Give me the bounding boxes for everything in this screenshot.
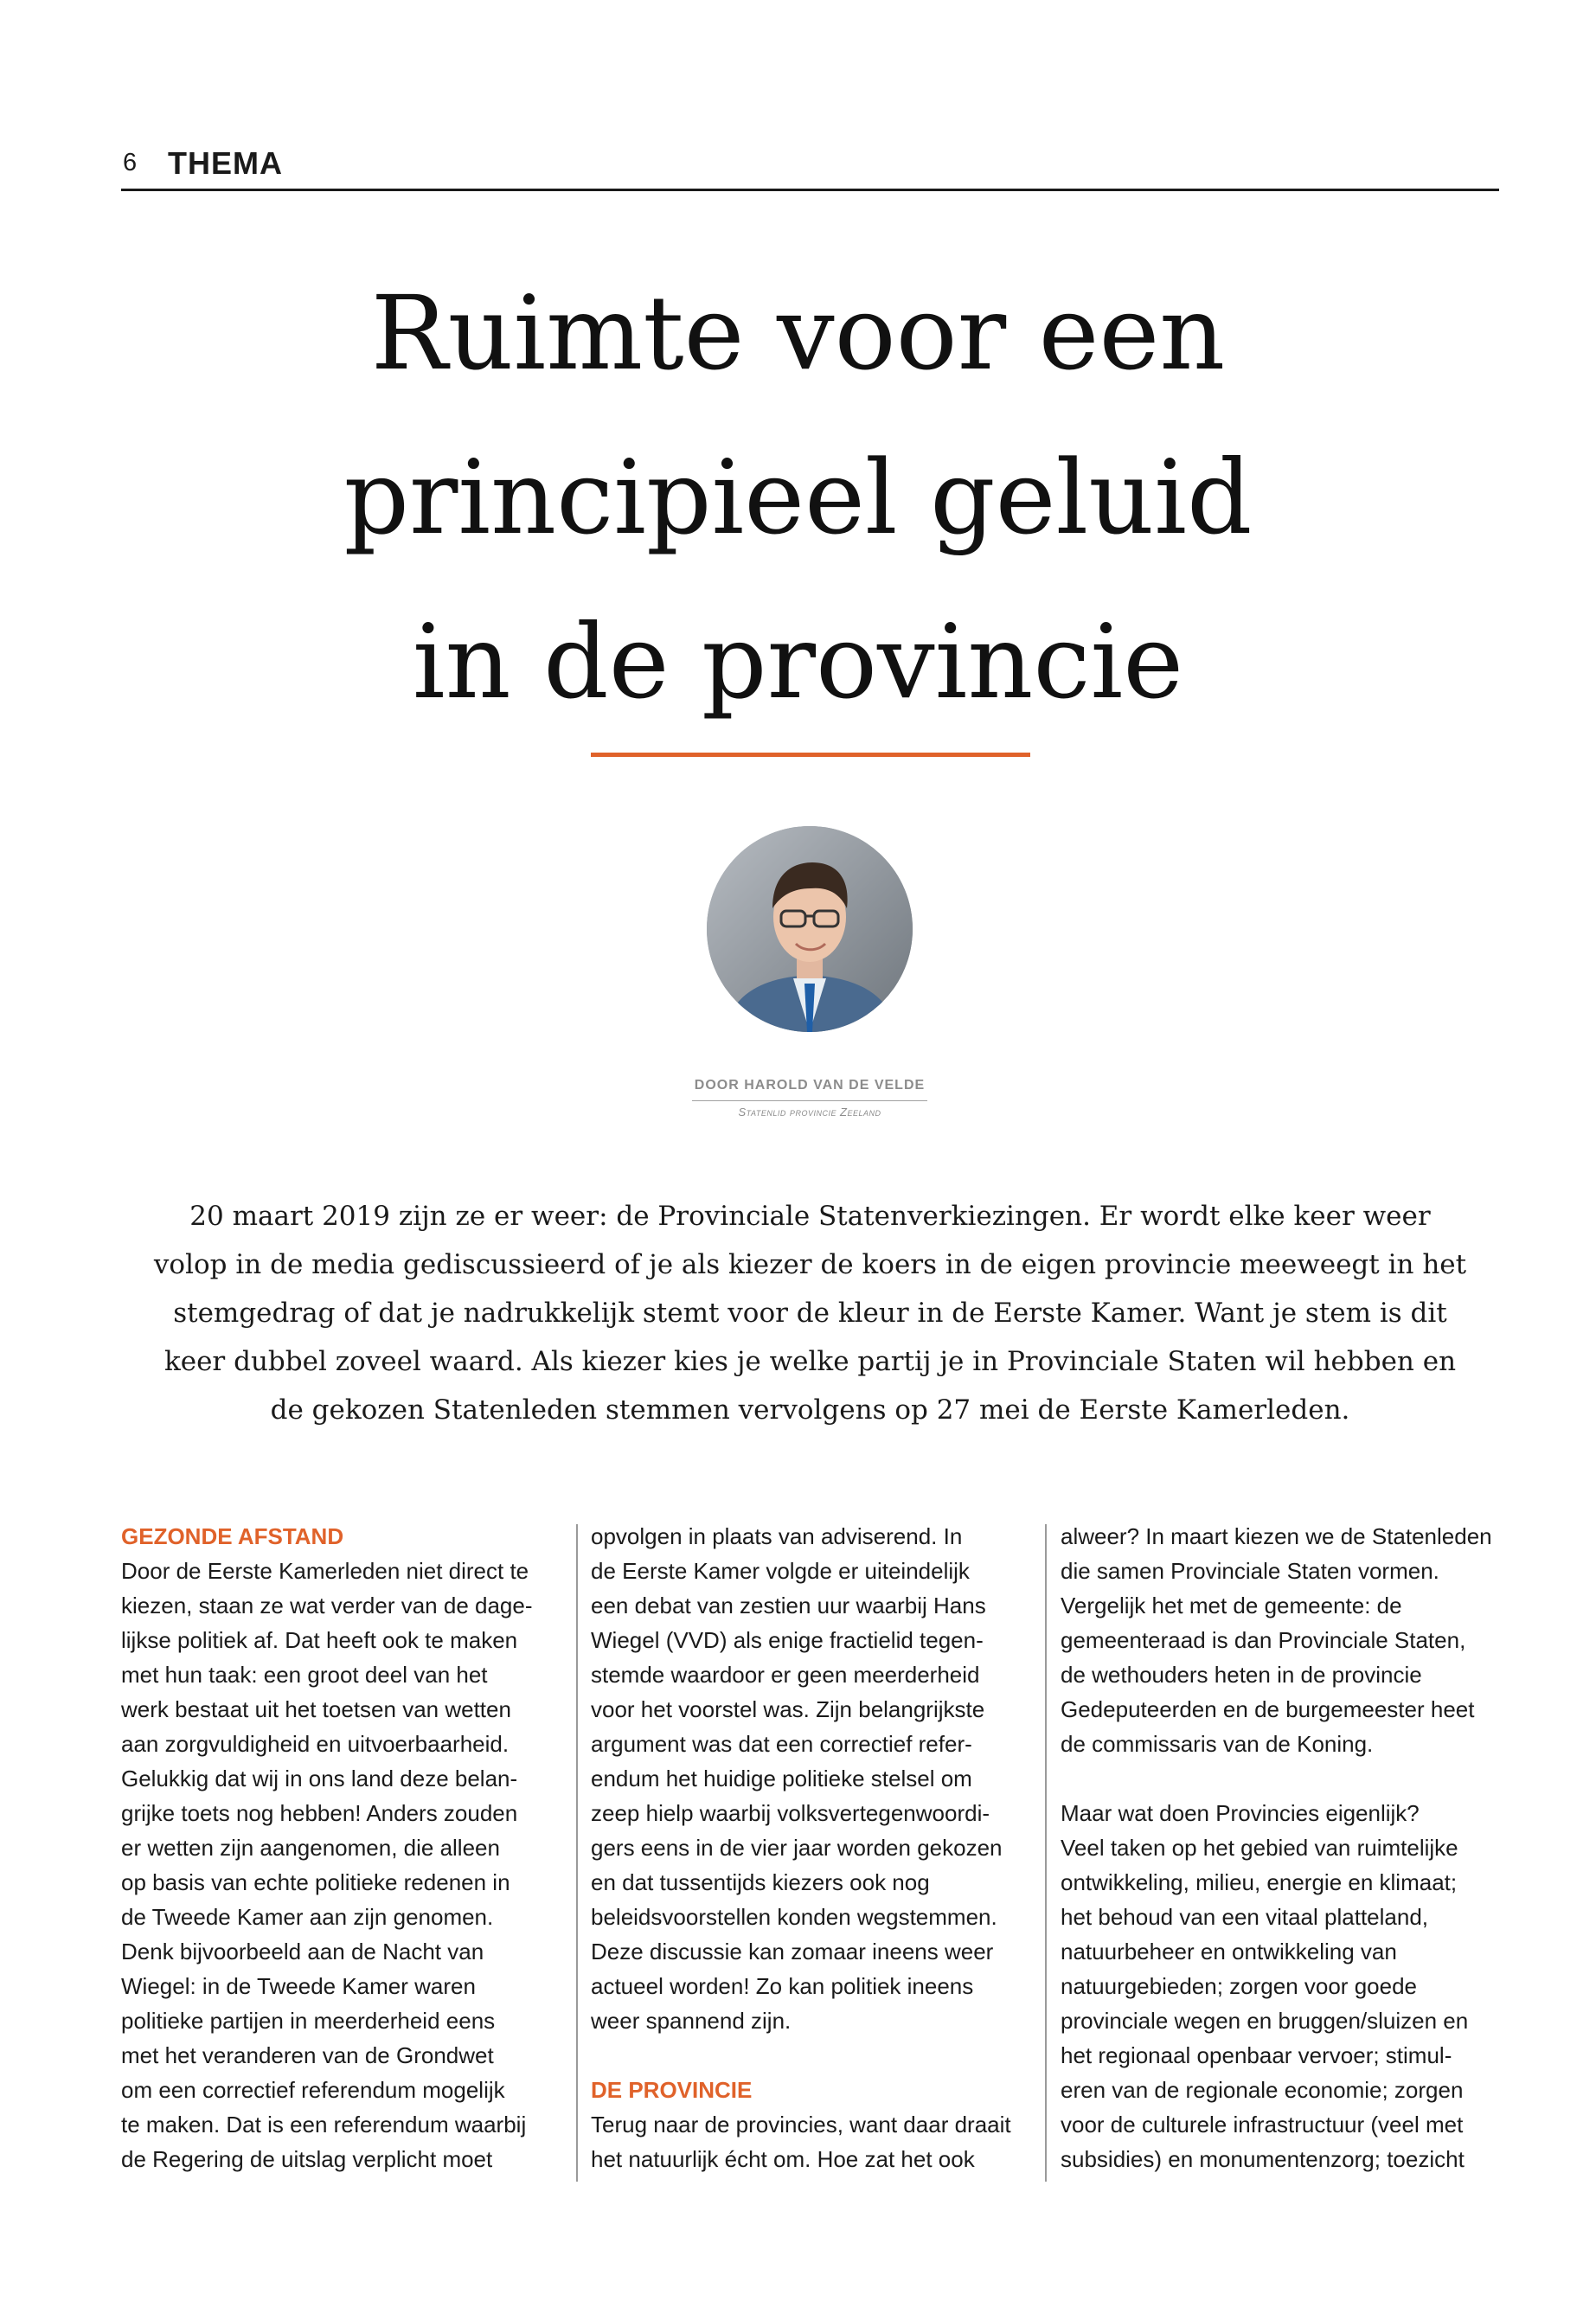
subhead-gezonde-afstand: GEZONDE AFSTAND bbox=[121, 1523, 344, 1549]
body-line: Gedeputeerden en de burgemeester heet bbox=[1061, 1696, 1475, 1722]
body-line: zeep hielp waarbij volksvertegenwoordi- bbox=[591, 1800, 990, 1826]
article-title bbox=[208, 251, 1388, 744]
body-line: Vergelijk het met de gemeente: de bbox=[1061, 1593, 1402, 1618]
body-line: Deze discussie kan zomaar ineens weer bbox=[591, 1939, 994, 1965]
body-line: het natuurlijk écht om. Hoe zat het ook bbox=[591, 2146, 975, 2172]
column-divider bbox=[576, 1524, 578, 2182]
lead-line: de gekozen Statenleden stemmen vervolgens op 27 mei de Eerste Kamerleden. bbox=[270, 1394, 1350, 1426]
title-divider bbox=[591, 753, 1030, 757]
body-line: de Regering de uitslag verplicht moet bbox=[121, 2146, 493, 2172]
body-line: lijkse politiek af. Dat heeft ook te maken bbox=[121, 1627, 518, 1653]
body-column-2 bbox=[591, 1519, 1041, 2176]
body-line: het behoud van een vitaal platteland, bbox=[1061, 1904, 1429, 1930]
body-line: die samen Provinciale Staten vormen. bbox=[1061, 1558, 1439, 1584]
body-line: natuurbeheer en ontwikkeling van bbox=[1061, 1939, 1397, 1965]
body-line: subsidies) en monumentenzorg; toezicht bbox=[1061, 2146, 1465, 2172]
body-line: argument was dat een correctief refer- bbox=[591, 1731, 972, 1757]
author-photo bbox=[707, 826, 913, 1032]
paragraph-gap bbox=[591, 2038, 1041, 2073]
body-line: de commissaris van de Koning. bbox=[1061, 1731, 1374, 1757]
body-line: de Tweede Kamer aan zijn genomen. bbox=[121, 1904, 494, 1930]
title-line: Ruimte voor een bbox=[370, 273, 1226, 393]
byline-divider bbox=[692, 1100, 927, 1101]
body-line: gemeenteraad is dan Provinciale Staten, bbox=[1061, 1627, 1466, 1653]
body-line: beleidsvoorstellen konden wegstemmen. bbox=[591, 1904, 997, 1930]
body-line: Denk bijvoorbeeld aan de Nacht van bbox=[121, 1939, 484, 1965]
body-line: Maar wat doen Provincies eigenlijk? bbox=[1061, 1800, 1420, 1826]
body-line: Veel taken op het gebied van ruimtelijke bbox=[1061, 1835, 1458, 1861]
lead-line: volop in de media gediscussieerd of je als kiezer de koers in de eigen provincie meeweegt in het bbox=[153, 1249, 1467, 1280]
title-line: principieel geluid bbox=[343, 438, 1253, 557]
paragraph-gap bbox=[1061, 1761, 1510, 1796]
lead-paragraph bbox=[121, 1192, 1499, 1434]
body-line: alweer? In maart kiezen we de Statenleden bbox=[1061, 1523, 1492, 1549]
body-line: de Eerste Kamer volgde er uiteindelijk bbox=[591, 1558, 970, 1584]
body-line: kiezen, staan ze wat verder van de dage- bbox=[121, 1593, 533, 1618]
body-line: politieke partijen in meerderheid eens bbox=[121, 2008, 496, 2034]
body-line: stemde waardoor er geen meerderheid bbox=[591, 1662, 980, 1688]
body-line: opvolgen in plaats van adviserend. In bbox=[591, 1523, 963, 1549]
body-line: Door de Eerste Kamerleden niet direct te bbox=[121, 1558, 529, 1584]
body-column-1 bbox=[121, 1519, 571, 2176]
body-line: de wethouders heten in de provincie bbox=[1061, 1662, 1422, 1688]
body-line: werk bestaat uit het toetsen van wetten bbox=[121, 1696, 511, 1722]
body-line: op basis van echte politieke redenen in bbox=[121, 1869, 510, 1895]
body-line: gers eens in de vier jaar worden gekozen bbox=[591, 1835, 1003, 1861]
title-line: in de provincie bbox=[412, 602, 1184, 721]
section-label: THEMA bbox=[168, 145, 283, 181]
body-line: het regionaal openbaar vervoer; stimul- bbox=[1061, 2042, 1452, 2068]
body-line: Terug naar de provincies, want daar draait bbox=[591, 2112, 1011, 2138]
body-line: aan zorgvuldigheid en uitvoerbaarheid. bbox=[121, 1731, 510, 1757]
body-line: actueel worden! Zo kan politiek ineens bbox=[591, 1973, 974, 1999]
lead-line: stemgedrag of dat je nadrukkelijk stemt voor de kleur in de Eerste Kamer. Want je stem is dit bbox=[173, 1298, 1447, 1329]
author-role: Statenlid provincie Zeeland bbox=[738, 1106, 881, 1118]
column-divider bbox=[1045, 1524, 1047, 2182]
body-line: voor het voorstel was. Zijn belangrijkste bbox=[591, 1696, 985, 1722]
body-line: endum het huidige politieke stelsel om bbox=[591, 1766, 972, 1791]
body-line: een debat van zestien uur waarbij Hans bbox=[591, 1593, 986, 1618]
body-column-3 bbox=[1061, 1519, 1510, 2176]
page-header bbox=[121, 145, 1499, 191]
lead-line: keer dubbel zoveel waard. Als kiezer kies je welke partij je in Provinciale Staten wil hebben en bbox=[163, 1346, 1457, 1377]
body-line: Gelukkig dat wij in ons land deze belan- bbox=[121, 1766, 518, 1791]
lead-line: 20 maart 2019 zijn ze er weer: de Provinciale Statenverkiezingen. Er wordt elke keer weer bbox=[189, 1201, 1431, 1232]
body-line: en dat tussentijds kiezers ook nog bbox=[591, 1869, 930, 1895]
body-line: natuurgebieden; zorgen voor goede bbox=[1061, 1973, 1417, 1999]
body-line: Wiegel: in de Tweede Kamer waren bbox=[121, 1973, 476, 1999]
body-line: te maken. Dat is een referendum waarbij bbox=[121, 2112, 527, 2138]
body-line: ontwikkeling, milieu, energie en klimaat; bbox=[1061, 1869, 1458, 1895]
body-line: met hun taak: een groot deel van het bbox=[121, 1662, 488, 1688]
body-line: om een correctief referendum mogelijk bbox=[121, 2077, 505, 2103]
body-line: eren van de regionale economie; zorgen bbox=[1061, 2077, 1464, 2103]
subhead-de-provincie: DE PROVINCIE bbox=[591, 2077, 753, 2103]
author-name: DOOR HAROLD VAN DE VELDE bbox=[694, 1078, 926, 1093]
body-line: grijke toets nog hebben! Anders zouden bbox=[121, 1800, 518, 1826]
body-line: met het veranderen van de Grondwet bbox=[121, 2042, 494, 2068]
page-number: 6 bbox=[123, 149, 138, 176]
body-line: Wiegel (VVD) als enige fractielid tegen- bbox=[591, 1627, 984, 1653]
body-line: er wetten zijn aangenomen, die alleen bbox=[121, 1835, 500, 1861]
body-line: weer spannend zijn. bbox=[591, 2008, 792, 2034]
body-line: provinciale wegen en bruggen/sluizen en bbox=[1061, 2008, 1469, 2034]
body-line: voor de culturele infrastructuur (veel met bbox=[1061, 2112, 1464, 2138]
